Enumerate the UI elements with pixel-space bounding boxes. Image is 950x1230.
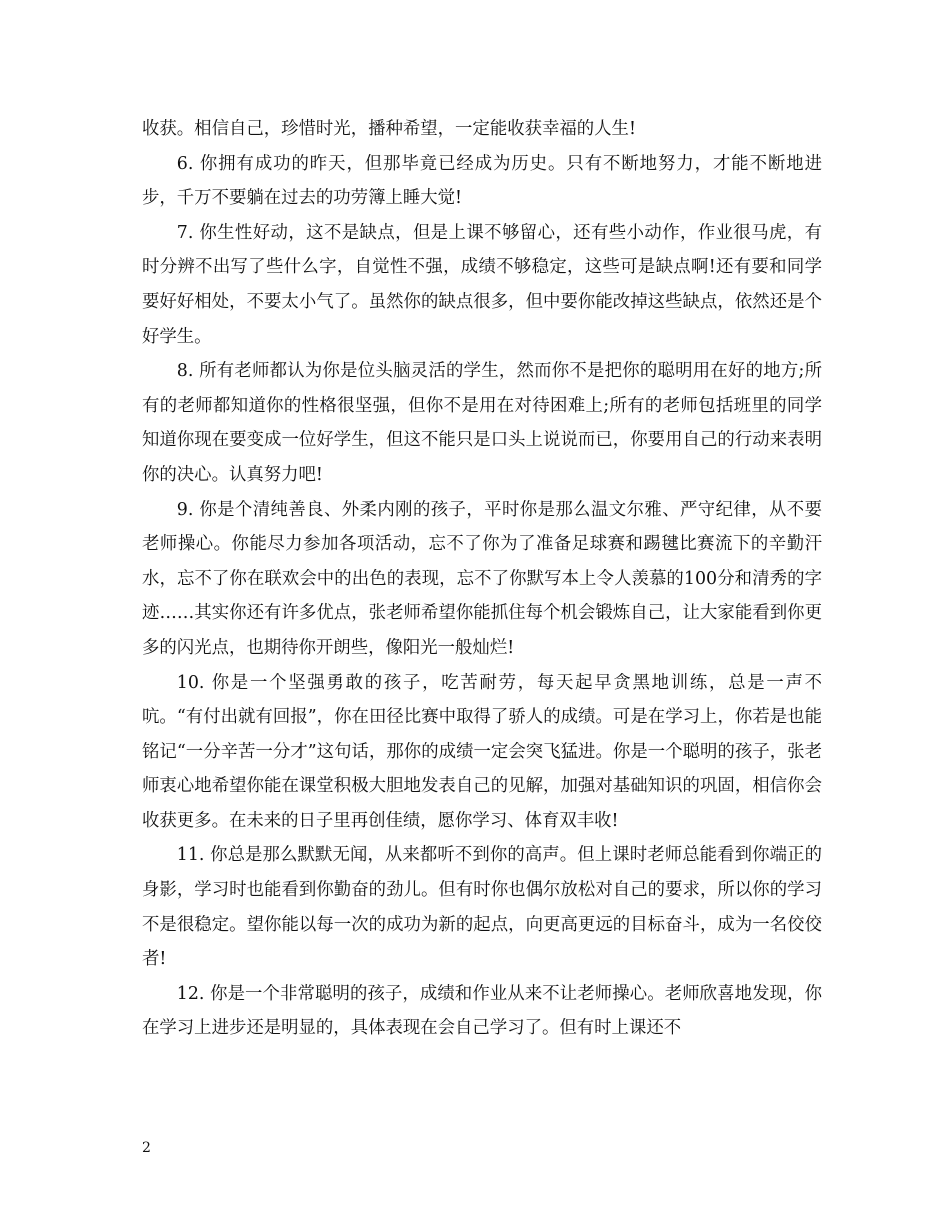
paragraph-item-10: 10. 你是一个坚强勇敢的孩子，吃苦耐劳，每天起早贪黑地训练，总是一声不吭。“有付出就有回报”，你在田径比赛中取得了骄人的成绩。可是在学习上，你若是也能铭记“一分辛苦一分才”这句话，那你的成绩一定会突飞猛进。你是一个聪明的孩子，张老师衷心地希望你能在课堂积极大胆地发表自己的见解，加强对基础知识的巩固，相信你会收获更多。在未来的日子里再创佳绩，愿你学习、体育双丰收! [142,672,822,831]
paragraph-item-8: 8. 所有老师都认为你是位头脑灵活的学生，然而你不是把你的聪明用在好的地方;所有的老师都知道你的性格很坚强，但你不是用在对待困难上;所有的老师包括班里的同学知道你现在要变成一位好学生，但这不能只是口头上说说而已，你要用自己的行动来表明你的决心。认真努力吧! [142,361,822,485]
paragraph-continuation: 收获。相信自己，珍惜时光，播种希望，一定能收获幸福的人生! [142,119,636,139]
paragraph-item-6: 6. 你拥有成功的昨天，但那毕竟已经成为历史。只有不断地努力，才能不断地进步，千万不要躺在过去的功劳簿上睡大觉! [142,153,822,209]
paragraph-item-11: 11. 你总是那么默默无闻，从来都听不到你的高声。但上课时老师总能看到你端正的身影，学习时也能看到你勤奋的劲儿。但有时你也偶尔放松对自己的要求，所以你的学习不是很稳定。望你能以每一次的成功为新的起点，向更高更远的目标奋斗，成为一名佼佼者! [142,845,822,970]
document-body [142,112,822,1046]
paragraph-item-9: 9. 你是个清纯善良、外柔内刚的孩子，平时你是那么温文尔雅、严守纪律，从不要老师操心。你能尽力参加各项活动，忘不了你为了准备足球赛和踢毽比赛流下的辛勤汗水，忘不了你在联欢会中的出色的表现，忘不了你默写本上令人羡慕的100分和清秀的字迹……其实你还有许多优点，张老师希望你能抓住每个机会锻炼自己，让大家能看到你更多的闪光点，也期待你开朗些，像阳光一般灿烂! [142,499,822,658]
paragraph-item-7: 7. 你生性好动，这不是缺点，但是上课不够留心，还有些小动作，作业很马虎，有时分辨不出写了些什么字，自觉性不强，成绩不够稳定，这些可是缺点啊!还有要和同学要好好相处，不要太小气了。虽然你的缺点很多，但中要你能改掉这些缺点，依然还是个好学生。 [142,222,822,347]
paragraph-item-12: 12. 你是一个非常聪明的孩子，成绩和作业从来不让老师操心。老师欣喜地发现，你在学习上进步还是明显的，具体表现在会自己学习了。但有时上课还不 [142,983,822,1039]
page-number: 2 [142,1140,151,1156]
